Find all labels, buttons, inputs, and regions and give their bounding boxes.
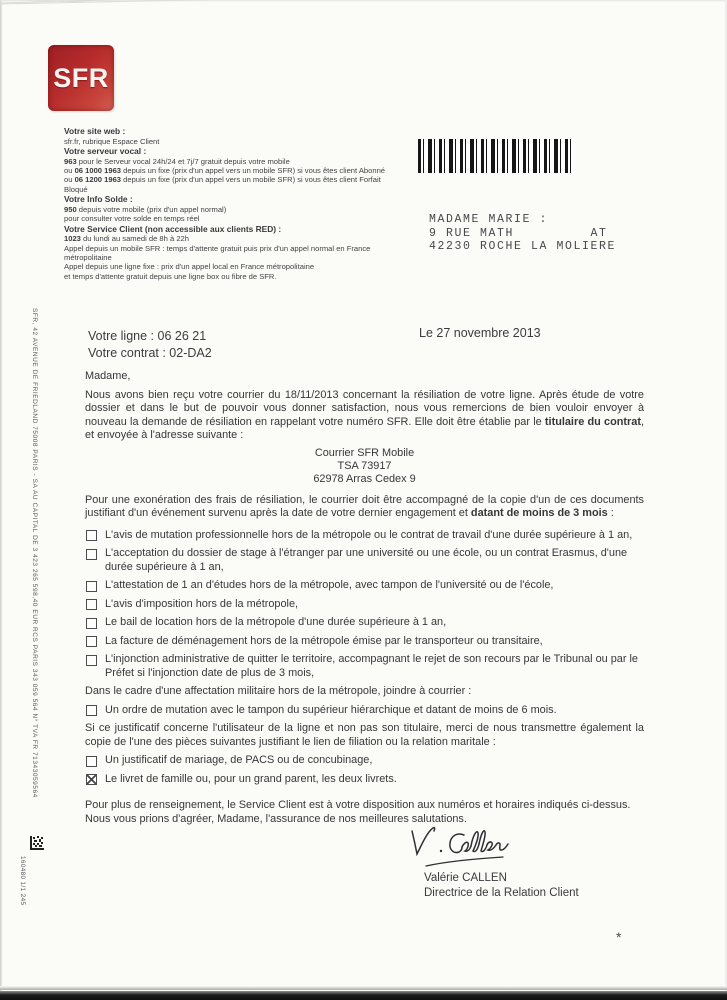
handwritten-signature (404, 820, 519, 872)
contact-info-block (64, 126, 398, 281)
line-reference: Votre ligne : 06 26 21 (88, 329, 207, 343)
print-reference-sideline: 160480 1/1 245 (19, 856, 26, 906)
recipient-street: 9 RUE MATH AT (429, 226, 608, 240)
contact-line: 950 depuis votre mobile (prix d'un appel normal) (64, 204, 227, 214)
contact-line: 1023 du lundi au samedi de 8h à 22h (64, 234, 189, 244)
contact-line: Appel depuis une ligne fixe : prix d'un appel local en France métropolitaine (64, 262, 315, 272)
return-address-line: 62978 Arras Cedex 9 (313, 472, 416, 485)
checkbox-icon (86, 530, 97, 541)
letter-body (85, 370, 644, 826)
return-address-line: TSA 73917 (337, 459, 392, 472)
document-option-label: L'injonction administrative de quitter le territoire, accompagnant le rejet de son recours par le Tribunal ou par le Préfet si l'injonction date de plus de 3 mois, (105, 653, 638, 679)
sfr-logo-text: SFR (53, 62, 109, 93)
filiation-option-label: Le livret de famille ou, pour un grand parent, les deux livrets. (105, 772, 397, 785)
contract-reference: Votre contrat : 02-DA2 (88, 345, 212, 360)
contact-line: Votre site web : (64, 126, 126, 136)
recipient-name: MADAME MARIE : (429, 213, 549, 226)
company-legal-sideline: SFR, 42 AVENUE DE FRIEDLAND 75008 PARIS - SA AU CAPITAL DE 3 423 265 598,40 EUR RCS PARIS 343 059 564 N° TVA FR 71343059564 (31, 308, 38, 798)
letter-date: Le 27 novembre 2013 (419, 326, 541, 340)
document-option (85, 598, 644, 612)
signer-title: Directrice de la Relation Client (424, 887, 579, 899)
contact-line: Votre Info Solde : (64, 194, 133, 205)
sfr-logo (48, 45, 114, 111)
checkbox-icon (86, 655, 97, 666)
signer-block (424, 871, 579, 901)
routing-barcode (418, 139, 575, 173)
scan-edge-left (0, 0, 3, 1000)
return-address (85, 447, 644, 486)
salutation: Madame, (85, 370, 131, 382)
checkbox-icon (86, 636, 97, 647)
filiation-option (85, 754, 644, 768)
contact-line: et temps d'attente gratuit depuis une ligne box ou fibre de SFR. (64, 271, 277, 281)
military-option (85, 704, 644, 718)
military-intro: Dans le cadre d'une affectation militaire hors de la métropole, joindre à courrier : (85, 685, 472, 697)
filiation-intro: Si ce justificatif concerne l'utilisateur de la ligne et non pas son titulaire, merci de nous transmettre également la copie de l'une des pièces suivantes justifiant le lien de filiation ou la relation maritale : (85, 722, 644, 748)
contact-line: Votre Service Client (non accessible aux clients RED) : (64, 223, 282, 234)
document-option-label: L'avis d'imposition hors de la métropole, (105, 597, 299, 610)
return-address-line: Courrier SFR Mobile (314, 446, 415, 459)
recipient-address (429, 213, 616, 254)
exoneration-paragraph: Pour une exonération des frais de résiliation, le courrier doit être accompagné de la copie d'un de ces documents justifiant d'un événement survenu après la date de votre dernier engagement et datant de moins de 3 mois : (85, 493, 644, 519)
contact-line: Appel depuis un mobile SFR : temps d'attente gratuit puis prix d'un appel normal en France métropolitaine (64, 243, 371, 263)
document-option-label: L'acceptation du dossier de stage à l'étranger par une université ou une école, ou un contrat Erasmus, d'une durée supérieure à 1 an, (105, 547, 628, 573)
document-option (85, 547, 644, 574)
document-option-label: L'avis de mutation professionnelle hors de la métropole ou le contrat de travail d'une durée supérieure à 1 an, (105, 528, 633, 541)
closing-line: Pour plus de renseignement, le Service Client est à votre disposition aux numéros et horaires indiqués ci-dessus. (85, 799, 631, 811)
recipient-city: 42230 ROCHE LA MOLIERE (429, 240, 617, 253)
document-option (85, 579, 644, 593)
filiation-option-label: Un justificatif de mariage, de PACS ou de concubinage, (105, 754, 373, 766)
document-option-label: Le bail de location hors de la métropole d'une durée supérieure à 1 an, (105, 616, 447, 628)
footnote-asterisk: * (616, 929, 622, 945)
filiation-option (85, 773, 644, 787)
document-option (85, 653, 644, 680)
closing-line: Nous vous prions d'agréer, Madame, l'assurance de nos meilleures salutations. (85, 812, 467, 825)
datamatrix-icon (30, 836, 44, 850)
checkbox-icon (86, 599, 97, 610)
contact-line: Votre serveur vocal : (64, 146, 147, 156)
checkbox-icon (86, 774, 97, 785)
contact-line: ou 06 1000 1963 depuis un fixe (prix d'un appel vers un mobile SFR) si vous êtes client Abonné (64, 166, 386, 175)
contact-line: 963 pour le Serveur vocal 24h/24 et 7j/7 gratuit depuis votre mobile (64, 156, 290, 166)
checkbox-icon (86, 581, 97, 592)
contact-line: sfr.fr, rubrique Espace Client (64, 136, 160, 146)
reference-block (88, 328, 212, 361)
document-option (85, 529, 644, 543)
document-option-label: La facture de déménagement hors de la métropole émise par le transporteur ou transitaire, (105, 634, 543, 647)
contact-line: ou 06 1200 1963 depuis un fixe (prix d'un appel vers un mobile SFR) si vous êtes client Forfait Bloqué (64, 175, 381, 194)
document-option (85, 616, 644, 630)
checkbox-icon (86, 549, 97, 560)
document-option (85, 635, 644, 649)
checkbox-icon (86, 618, 97, 629)
checkbox-icon (86, 756, 97, 767)
scan-bottom-edge (0, 991, 727, 1000)
checkbox-icon (86, 705, 97, 716)
document-option-label: L'attestation de 1 an d'études hors de la métropole, avec tampon de l'université ou de l'école, (105, 579, 554, 591)
closing-paragraph (85, 799, 644, 826)
scan-bottom-shadow (0, 986, 727, 990)
intro-paragraph: Nous avons bien reçu votre courrier du 18/11/2013 concernant la résiliation de votre ligne. Après étude de votre dossier et dans le but de pouvoir vous donner satisfaction, nous vous remercions de bien vouloir envoyer à nouveau la demande de résiliation en rappelant votre numéro SFR. Elle doit être établie par le titulaire du contrat, et envoyée à l'adresse suivante : (85, 388, 644, 441)
signer-name: Valérie CALLEN (424, 872, 507, 884)
military-option-label: Un ordre de mutation avec le tampon du supérieur hiérarchique et datant de moins de 6 mois. (105, 703, 557, 716)
contact-line: pour consulter votre solde en temps réel (64, 214, 200, 224)
